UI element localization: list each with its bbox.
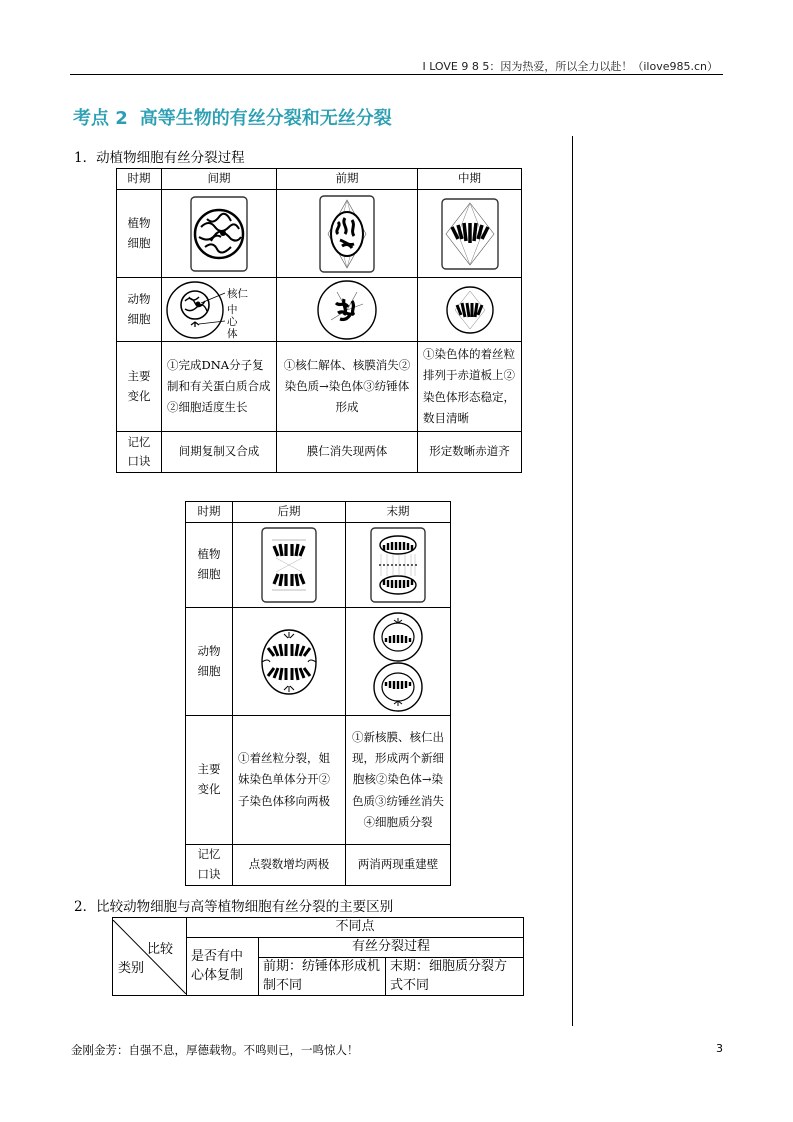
- telophase-changes: ①新核膜、核仁出现，形成两个新细胞核②染色体→染色质③纺锤丝消失④细胞质分裂: [346, 716, 451, 845]
- plant-prophase-cell: [277, 190, 418, 278]
- col-header-prophase: 前期: [277, 169, 418, 190]
- mitosis-table-2: [185, 501, 451, 886]
- plant-anaphase-image: [260, 526, 318, 604]
- telophase-diff: 末期：细胞质分裂方式不同: [386, 957, 524, 996]
- label-centrosome-1: 中: [227, 303, 238, 316]
- interphase-changes: ①完成DNA分子复制和有关蛋白质合成②细胞适度生长: [162, 342, 277, 432]
- telophase-mnemonic: 两消两现重建壁: [346, 845, 451, 886]
- prophase-diff: 前期：纺锤体形成机制不同: [259, 957, 386, 996]
- row-label-changes-2: 主要变化: [186, 716, 233, 845]
- animal-interphase-cell: [162, 278, 277, 342]
- row-label-plant-2: 植物细胞: [186, 523, 233, 608]
- subheading-2: 2．比较动物细胞与高等植物细胞有丝分裂的主要区别: [74, 899, 394, 915]
- label-centrosome-2: 心: [227, 315, 238, 328]
- animal-prophase-image: [316, 279, 378, 341]
- row-label-animal: 动物细胞: [117, 278, 162, 342]
- col-header-anaphase: 后期: [233, 502, 346, 523]
- comparison-table: [112, 917, 524, 996]
- col-header-interphase: 间期: [162, 169, 277, 190]
- prophase-mnemonic: 膜仁消失现两体: [277, 432, 418, 473]
- row-label-changes: 主要变化: [117, 342, 162, 432]
- corner-cell: [113, 918, 187, 996]
- corner-category: 类别: [118, 960, 145, 976]
- animal-metaphase-image: [445, 285, 495, 335]
- header-rule: [70, 74, 723, 75]
- footer-motto: 金刚金芳：自强不息，厚德载物。不鸣则已，一鸣惊人！: [71, 1043, 359, 1057]
- plant-anaphase-cell: [233, 523, 346, 608]
- row-label-mnemonic: 记忆口诀: [117, 432, 162, 473]
- animal-prophase-cell: [277, 278, 418, 342]
- page-number: 3: [716, 1042, 723, 1055]
- col-header-period-2: 时期: [186, 502, 233, 523]
- animal-telophase-cell: [346, 608, 451, 716]
- prophase-changes: ①核仁解体、核膜消失②染色质→染色体③纺锤体形成: [277, 342, 418, 432]
- metaphase-changes: ①染色体的着丝粒排列于赤道板上②染色体形态稳定，数目清晰: [418, 342, 522, 432]
- column-divider: [572, 136, 573, 1026]
- subheading-1: 1．动植物细胞有丝分裂过程: [74, 150, 245, 166]
- anaphase-mnemonic: 点裂数增均两极: [233, 845, 346, 886]
- section-heading: 高等生物的有丝分裂和无丝分裂: [139, 108, 392, 129]
- animal-anaphase-cell: [233, 608, 346, 716]
- plant-metaphase-image: [440, 197, 500, 271]
- plant-interphase-cell: [162, 190, 277, 278]
- animal-telophase-image: [368, 612, 428, 712]
- mitosis-header: 有丝分裂过程: [259, 937, 524, 957]
- diff-header: 不同点: [187, 918, 524, 938]
- row-label-plant: 植物细胞: [117, 190, 162, 278]
- label-nucleolus: 核仁: [227, 287, 248, 300]
- corner-compare: 比较: [147, 941, 174, 957]
- centriole-header: 是否有中心体复制: [187, 937, 259, 996]
- header-text: I LOVE 9 8 5：因为热爱，所以全力以赴！（ilove985.cn）: [422, 60, 718, 73]
- section-title: [73, 104, 392, 130]
- row-label-mnemonic-2: 记忆口诀: [186, 845, 233, 886]
- animal-interphase-image: [165, 279, 273, 341]
- plant-metaphase-cell: [418, 190, 522, 278]
- animal-anaphase-image: [256, 626, 322, 698]
- col-header-metaphase: 中期: [418, 169, 522, 190]
- metaphase-mnemonic: 形定数晰赤道齐: [418, 432, 522, 473]
- plant-telophase-image: [369, 526, 427, 604]
- plant-prophase-image: [318, 194, 376, 274]
- anaphase-changes: ①着丝粒分裂，姐妹染色单体分开②子染色体移向两极: [233, 716, 346, 845]
- animal-metaphase-cell: [418, 278, 522, 342]
- interphase-mnemonic: 间期复制又合成: [162, 432, 277, 473]
- section-number: 考点 2: [73, 108, 128, 129]
- row-label-animal-2: 动物细胞: [186, 608, 233, 716]
- col-header-telophase: 末期: [346, 502, 451, 523]
- plant-interphase-image: [189, 195, 249, 273]
- plant-telophase-cell: [346, 523, 451, 608]
- col-header-period: 时期: [117, 169, 162, 190]
- mitosis-table-1: [116, 168, 522, 473]
- label-centrosome-3: 体: [227, 327, 238, 340]
- corner-diagonal: [113, 920, 186, 994]
